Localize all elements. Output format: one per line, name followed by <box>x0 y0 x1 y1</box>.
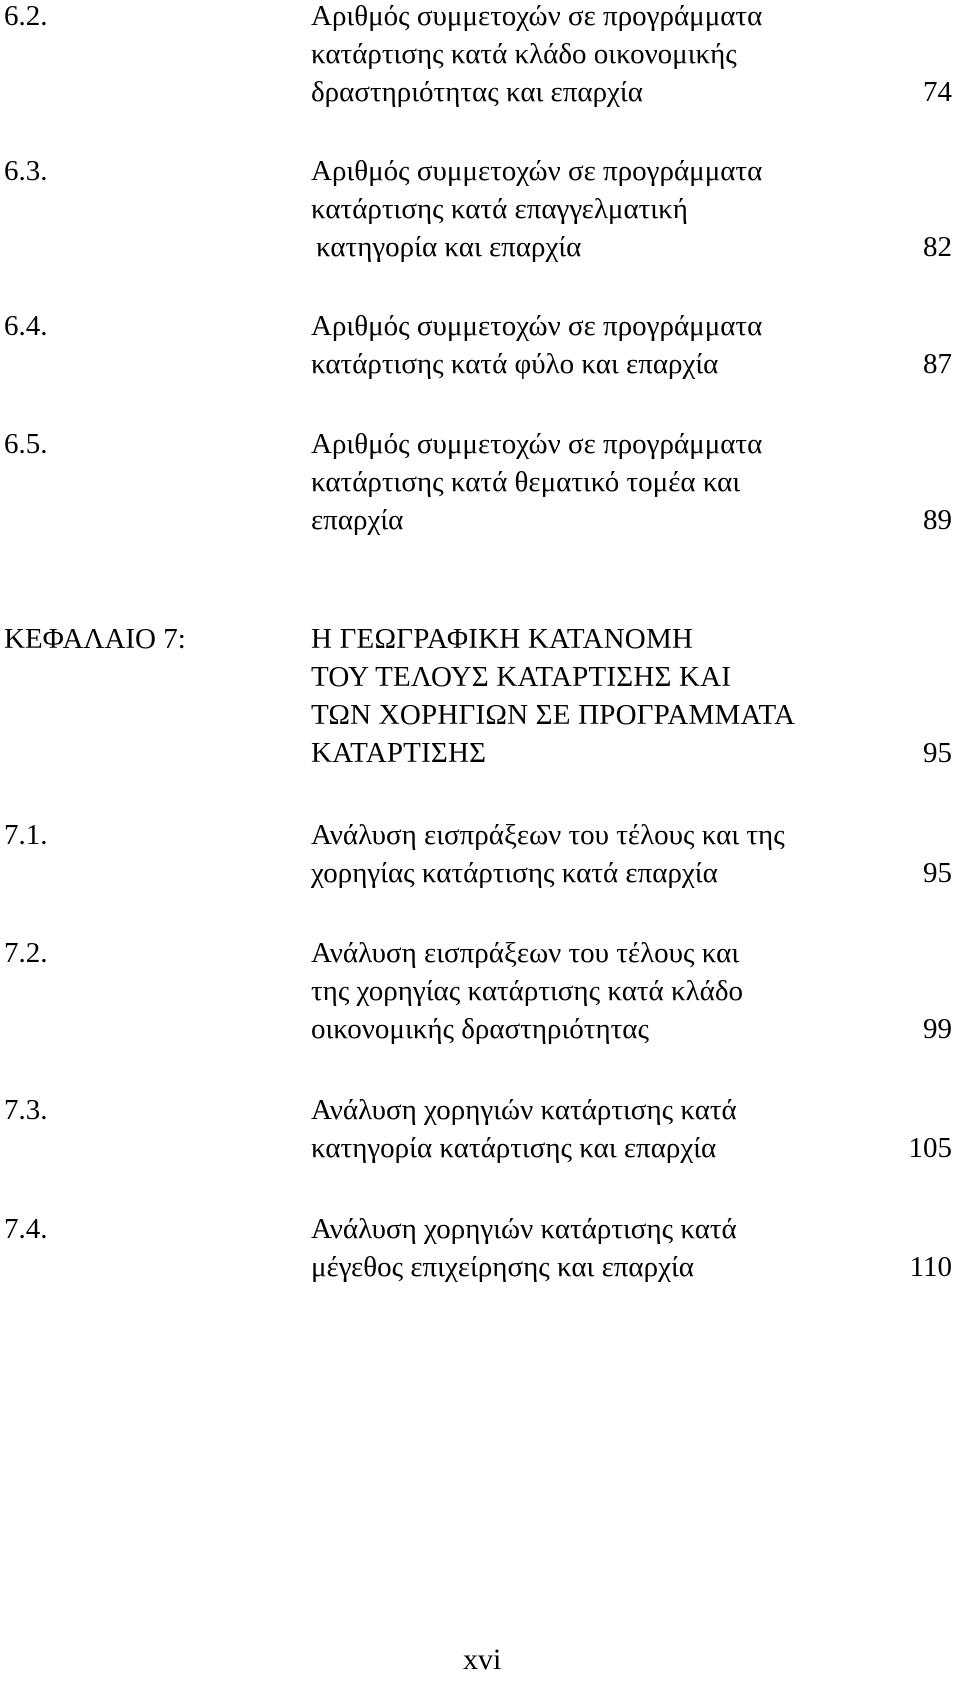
entry-number: 6.3. <box>4 155 48 187</box>
toc-entry-7-2 <box>0 934 960 1048</box>
toc-chapter-7 <box>0 620 960 772</box>
entry-title <box>311 816 785 892</box>
entry-number: 7.4. <box>4 1213 48 1245</box>
entry-title-line: κατηγορία και επαρχία <box>316 231 582 263</box>
entry-page-number: 99 <box>923 1013 952 1045</box>
toc-entry-7-4 <box>0 1210 960 1286</box>
toc-entry-6-4 <box>0 307 960 383</box>
chapter-page-number: 95 <box>923 737 952 769</box>
entry-title-line: Αριθμός συμμετοχών σε προγράμματα <box>311 310 763 342</box>
entry-title-line: κατάρτισης κατά θεματικό τομέα και <box>311 466 741 498</box>
chapter-title-line: Η ΓΕΩΓΡΑΦΙΚΗ ΚΑΤΑΝΟΜΗ <box>311 623 694 655</box>
chapter-title-line: ΤΟΥ ΤΕΛΟΥΣ ΚΑΤΑΡΤΙΣΗΣ ΚΑΙ <box>311 661 732 693</box>
entry-number: 6.2. <box>4 0 48 32</box>
chapter-title <box>311 620 795 772</box>
entry-page-number: 89 <box>923 504 952 536</box>
entry-page-number: 110 <box>909 1251 952 1283</box>
entry-title-line: Ανάλυση χορηγιών κατάρτισης κατά <box>311 1213 737 1245</box>
entry-title <box>311 1210 737 1286</box>
entry-page-number: 105 <box>908 1132 952 1164</box>
entry-title <box>311 0 762 111</box>
entry-page-number: 87 <box>923 348 952 380</box>
entry-title-line: Αριθμός συμμετοχών σε προγράμματα <box>311 155 763 187</box>
footer-page-number: xvi <box>463 1643 502 1676</box>
chapter-title-line: ΤΩΝ ΧΟΡΗΓΙΩΝ ΣΕ ΠΡΟΓΡΑΜΜΑΤΑ <box>311 699 796 731</box>
entry-title-line: δραστηριότητας και επαρχία <box>311 76 643 108</box>
entry-title-line: της χορηγίας κατάρτισης κατά κλάδο <box>311 975 744 1007</box>
entry-title-line: μέγεθος επιχείρησης και επαρχία <box>311 1251 694 1283</box>
chapter-label: ΚΕΦΑΛΑΙΟ 7: <box>4 623 186 655</box>
entry-title <box>311 307 762 383</box>
entry-title-line: Ανάλυση χορηγιών κατάρτισης κατά <box>311 1094 737 1126</box>
entry-number: 7.3. <box>4 1094 48 1126</box>
entry-number: 6.4. <box>4 310 48 342</box>
entry-page-number: 95 <box>923 857 952 889</box>
entry-title-line: Ανάλυση εισπράξεων του τέλους και <box>311 937 740 969</box>
entry-title-line: Ανάλυση εισπράξεων του τέλους και της <box>311 819 785 851</box>
entry-title-line: Αριθμός συμμετοχών σε προγράμματα <box>311 0 763 32</box>
entry-title-line: κατάρτισης κατά κλάδο οικονομικής <box>311 38 737 70</box>
entry-title-line: χορηγίας κατάρτισης κατά επαρχία <box>311 857 718 889</box>
entry-title <box>311 934 743 1048</box>
toc-entry-7-1 <box>0 816 960 892</box>
toc-entry-6-3 <box>0 152 960 266</box>
entry-title-line: Αριθμός συμμετοχών σε προγράμματα <box>311 428 763 460</box>
entry-title <box>311 152 762 266</box>
entry-title-line: οικονομικής δραστηριότητας <box>311 1013 649 1045</box>
entry-title <box>311 425 762 539</box>
entry-title-line: κατηγορία κατάρτισης και επαρχία <box>311 1132 717 1164</box>
entry-title <box>311 1091 737 1167</box>
entry-title-line: κατάρτισης κατά φύλο και επαρχία <box>311 348 719 380</box>
toc-entry-7-3 <box>0 1091 960 1167</box>
entry-page-number: 74 <box>923 76 952 108</box>
entry-number: 7.2. <box>4 937 48 969</box>
entry-number: 7.1. <box>4 819 48 851</box>
entry-title-line: επαρχία <box>311 504 404 536</box>
chapter-title-line: ΚΑΤΑΡΤΙΣΗΣ <box>311 737 487 769</box>
entry-page-number: 82 <box>923 231 952 263</box>
toc-entry-6-5 <box>0 425 960 539</box>
toc-entry-6-2 <box>0 0 960 111</box>
entry-title-line: κατάρτισης κατά επαγγελματική <box>311 193 688 225</box>
entry-number: 6.5. <box>4 428 48 460</box>
